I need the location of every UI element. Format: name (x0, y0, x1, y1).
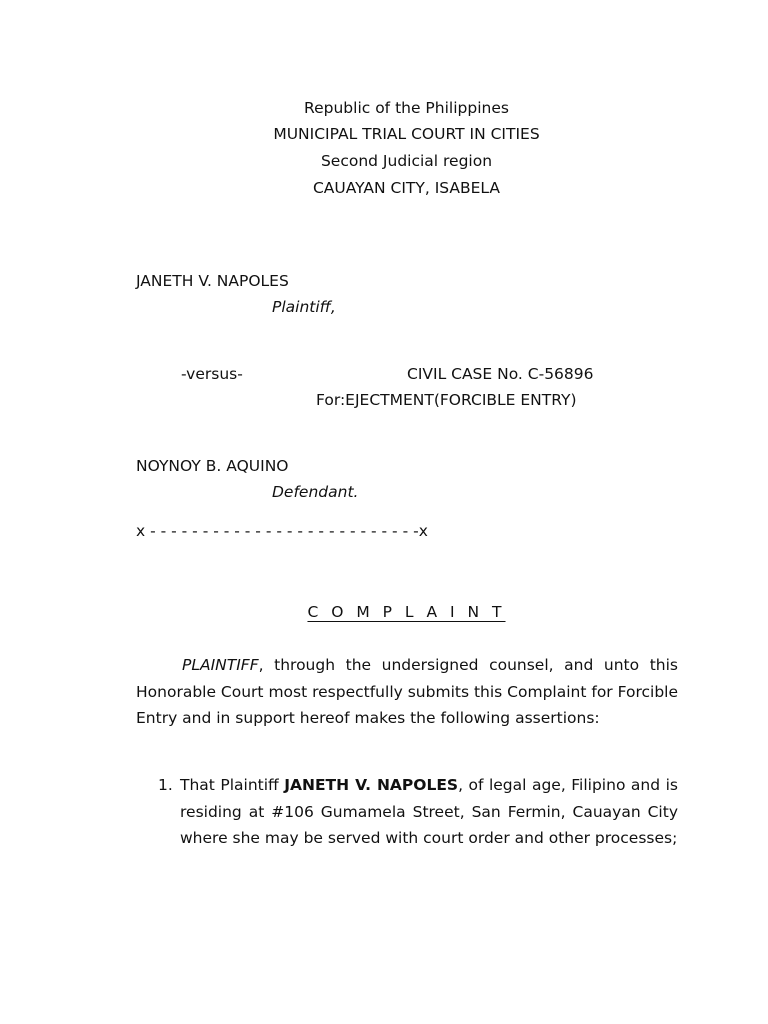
item-prefix: That Plaintiff (180, 776, 285, 794)
header-court: MUNICIPAL TRIAL COURT IN CITIES (273, 125, 540, 143)
document-title: C O M P L A I N T (307, 603, 506, 621)
header-region: Second Judicial region (320, 152, 493, 170)
header-republic: Republic of the Philippines (304, 99, 509, 117)
item-text: , of legal age, Filipino and is residing at #106 Gumamela Street, San Fermin, Cauayan City where she may be served with court order and other processes; (180, 776, 678, 847)
caption-separator: x - - - - - - - - - - - - - - - - - - - - - - - - - -x (136, 522, 428, 540)
intro-lead: PLAINTIFF (182, 656, 259, 674)
intro-text: , through the undersigned counsel, and unto this Honorable Court most respectfully submits this Complaint for Forcible Entry and in support hereof makes the following assertions: (136, 656, 678, 727)
plaintiff-name: JANETH V. NAPOLES (136, 272, 289, 290)
item-name: JANETH V. NAPOLES (284, 776, 459, 794)
item-number: 1. (158, 776, 173, 794)
case-nature: For:EJECTMENT(FORCIBLE ENTRY) (316, 391, 577, 409)
versus-label: -versus- (181, 365, 243, 383)
header-city: CAUAYAN CITY, ISABELA (312, 179, 501, 197)
case-number: CIVIL CASE No. C-56896 (407, 365, 594, 383)
defendant-name: NOYNOY B. AQUINO (136, 457, 289, 475)
intro-paragraph (136, 652, 678, 732)
list-item (180, 772, 678, 852)
plaintiff-role: Plaintiff, (272, 298, 336, 316)
defendant-role: Defendant. (272, 483, 359, 501)
